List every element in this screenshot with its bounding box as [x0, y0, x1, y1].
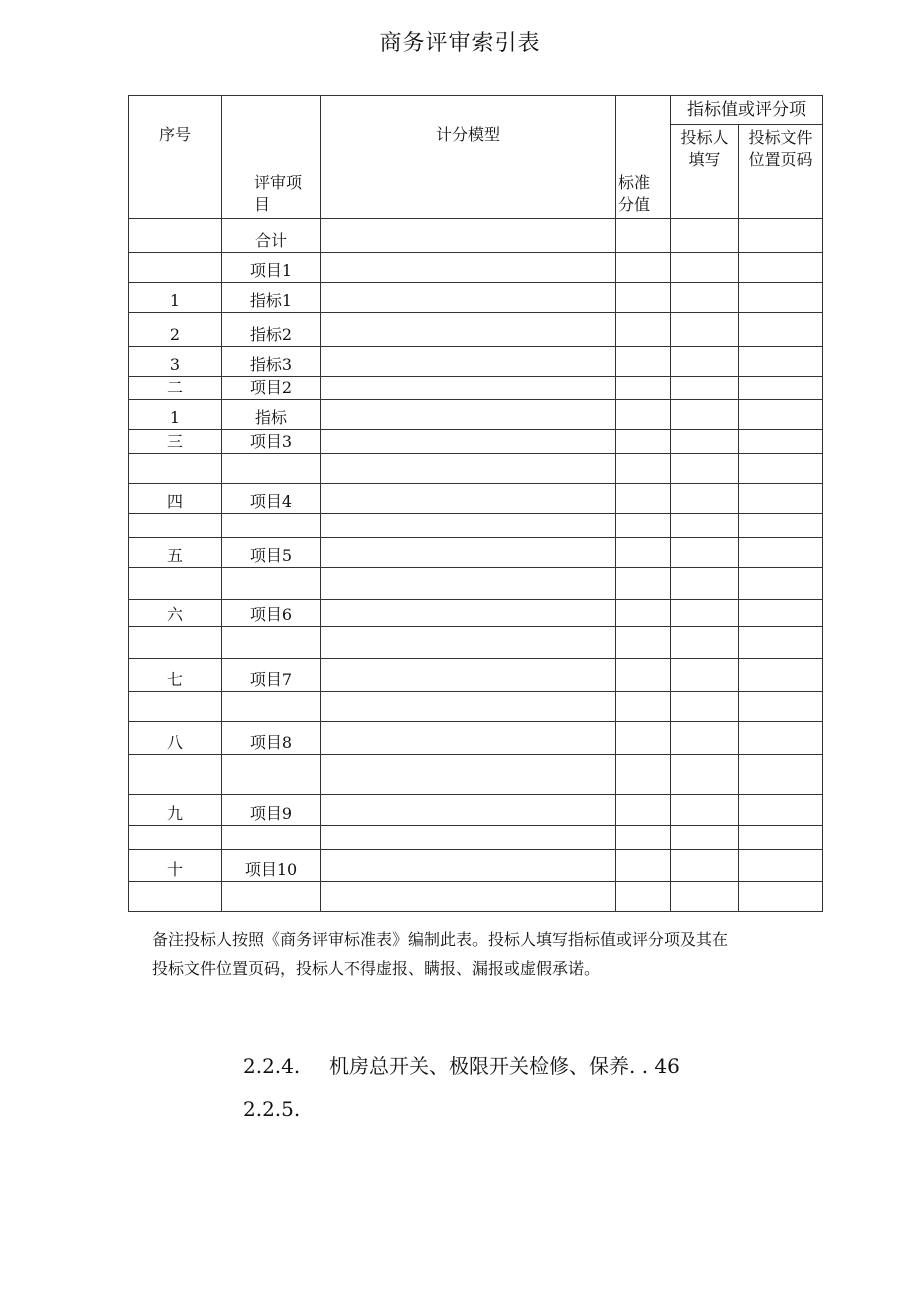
cell-seq: 2 — [129, 313, 222, 347]
cell-page-location — [739, 795, 823, 826]
cell-scoring-model — [321, 692, 616, 722]
cell-scoring-model — [321, 377, 616, 400]
cell-bidder-fill — [671, 600, 739, 627]
cell-scoring-model — [321, 627, 616, 659]
cell-review-item: 指标3 — [222, 347, 321, 377]
toc-entry-2-2-4 — [243, 1050, 680, 1079]
cell-standard-score — [616, 627, 671, 659]
cell-scoring-model — [321, 600, 616, 627]
table-row — [129, 454, 823, 484]
cell-seq — [129, 692, 222, 722]
cell-seq — [129, 219, 222, 253]
cell-page-location — [739, 430, 823, 454]
cell-bidder-fill — [671, 430, 739, 454]
cell-standard-score — [616, 514, 671, 538]
cell-standard-score — [616, 430, 671, 454]
cell-page-location — [739, 400, 823, 430]
cell-review-item: 指标2 — [222, 313, 321, 347]
cell-seq: 四 — [129, 484, 222, 514]
cell-standard-score — [616, 882, 671, 912]
cell-scoring-model — [321, 400, 616, 430]
cell-seq: 八 — [129, 722, 222, 755]
cell-review-item: 指标 — [222, 400, 321, 430]
review-index-table — [128, 95, 823, 912]
cell-review-item — [222, 627, 321, 659]
cell-review-item — [222, 692, 321, 722]
cell-seq — [129, 514, 222, 538]
cell-bidder-fill — [671, 514, 739, 538]
cell-scoring-model — [321, 514, 616, 538]
table-row — [129, 850, 823, 882]
cell-review-item — [222, 454, 321, 484]
cell-standard-score — [616, 313, 671, 347]
cell-standard-score — [616, 377, 671, 400]
cell-standard-score — [616, 283, 671, 313]
cell-seq: 3 — [129, 347, 222, 377]
cell-standard-score — [616, 400, 671, 430]
cell-scoring-model — [321, 347, 616, 377]
cell-standard-score — [616, 795, 671, 826]
table-row — [129, 692, 823, 722]
cell-scoring-model — [321, 826, 616, 850]
header-indicator-group: 指标值或评分项 — [671, 96, 823, 125]
cell-seq: 1 — [129, 283, 222, 313]
cell-review-item: 项目9 — [222, 795, 321, 826]
table-row — [129, 219, 823, 253]
cell-page-location — [739, 600, 823, 627]
cell-scoring-model — [321, 313, 616, 347]
cell-page-location — [739, 219, 823, 253]
toc-entry-text: 机房总开关、极限开关检修、保养. . 46 — [329, 1054, 680, 1078]
table-row — [129, 659, 823, 692]
cell-bidder-fill — [671, 882, 739, 912]
table-row — [129, 826, 823, 850]
header-review-item: 评审项 目 — [222, 96, 321, 219]
cell-seq — [129, 882, 222, 912]
cell-seq — [129, 454, 222, 484]
cell-scoring-model — [321, 538, 616, 568]
cell-scoring-model — [321, 454, 616, 484]
table-row — [129, 600, 823, 627]
cell-standard-score — [616, 692, 671, 722]
cell-review-item: 项目6 — [222, 600, 321, 627]
table-row — [129, 882, 823, 912]
cell-review-item — [222, 568, 321, 600]
cell-review-item — [222, 755, 321, 795]
cell-scoring-model — [321, 659, 616, 692]
table-row — [129, 313, 823, 347]
table-row — [129, 568, 823, 600]
table-row — [129, 347, 823, 377]
table-row — [129, 377, 823, 400]
cell-seq: 二 — [129, 377, 222, 400]
cell-standard-score — [616, 755, 671, 795]
cell-page-location — [739, 538, 823, 568]
cell-seq — [129, 627, 222, 659]
cell-review-item: 项目4 — [222, 484, 321, 514]
cell-bidder-fill — [671, 659, 739, 692]
cell-scoring-model — [321, 253, 616, 283]
header-page-location: 投标文件 位置页码 — [739, 125, 823, 219]
cell-review-item: 合计 — [222, 219, 321, 253]
cell-page-location — [739, 454, 823, 484]
cell-standard-score — [616, 826, 671, 850]
cell-seq — [129, 568, 222, 600]
cell-bidder-fill — [671, 377, 739, 400]
cell-seq — [129, 253, 222, 283]
header-seq: 序号 — [129, 96, 222, 219]
cell-review-item — [222, 514, 321, 538]
cell-scoring-model — [321, 430, 616, 454]
cell-review-item: 项目1 — [222, 253, 321, 283]
cell-review-item: 项目7 — [222, 659, 321, 692]
cell-scoring-model — [321, 219, 616, 253]
cell-page-location — [739, 283, 823, 313]
cell-bidder-fill — [671, 692, 739, 722]
cell-bidder-fill — [671, 826, 739, 850]
remarks-line-1: 备注投标人按照《商务评审标准表》编制此表。投标人填写指标值或评分项及其在 — [152, 930, 729, 949]
cell-review-item: 项目8 — [222, 722, 321, 755]
cell-scoring-model — [321, 850, 616, 882]
cell-bidder-fill — [671, 568, 739, 600]
cell-bidder-fill — [671, 755, 739, 795]
toc-entry-number: 2.2.4. — [243, 1054, 301, 1078]
cell-standard-score — [616, 219, 671, 253]
cell-page-location — [739, 826, 823, 850]
page-title: 商务评审索引表 — [379, 31, 541, 56]
table-row — [129, 283, 823, 313]
cell-seq: 十 — [129, 850, 222, 882]
header-bidder-fill: 投标人 填写 — [671, 125, 739, 219]
cell-seq: 五 — [129, 538, 222, 568]
cell-standard-score — [616, 347, 671, 377]
cell-scoring-model — [321, 755, 616, 795]
table-row — [129, 795, 823, 826]
cell-seq: 1 — [129, 400, 222, 430]
cell-seq: 七 — [129, 659, 222, 692]
table-row — [129, 253, 823, 283]
cell-review-item: 项目5 — [222, 538, 321, 568]
cell-bidder-fill — [671, 283, 739, 313]
table-row — [129, 484, 823, 514]
cell-bidder-fill — [671, 850, 739, 882]
cell-page-location — [739, 514, 823, 538]
cell-standard-score — [616, 722, 671, 755]
cell-standard-score — [616, 850, 671, 882]
cell-bidder-fill — [671, 454, 739, 484]
cell-standard-score — [616, 659, 671, 692]
cell-review-item: 项目2 — [222, 377, 321, 400]
table-row — [129, 514, 823, 538]
cell-seq — [129, 755, 222, 795]
cell-page-location — [739, 692, 823, 722]
cell-seq: 六 — [129, 600, 222, 627]
cell-bidder-fill — [671, 313, 739, 347]
cell-review-item: 项目10 — [222, 850, 321, 882]
remarks-line-2: 投标文件位置页码，投标人不得虚报、瞒报、漏报或虚假承诺。 — [152, 959, 601, 978]
cell-seq — [129, 826, 222, 850]
cell-review-item — [222, 882, 321, 912]
cell-page-location — [739, 347, 823, 377]
cell-page-location — [739, 850, 823, 882]
cell-seq: 三 — [129, 430, 222, 454]
cell-bidder-fill — [671, 400, 739, 430]
remarks-note — [152, 925, 842, 983]
cell-page-location — [739, 659, 823, 692]
cell-page-location — [739, 627, 823, 659]
cell-standard-score — [616, 600, 671, 627]
cell-standard-score — [616, 253, 671, 283]
cell-review-item: 指标1 — [222, 283, 321, 313]
header-standard-score: 标准 分值 — [616, 96, 671, 219]
table-row — [129, 755, 823, 795]
cell-page-location — [739, 722, 823, 755]
cell-bidder-fill — [671, 347, 739, 377]
cell-standard-score — [616, 568, 671, 600]
cell-scoring-model — [321, 722, 616, 755]
cell-review-item: 项目3 — [222, 430, 321, 454]
table-row — [129, 722, 823, 755]
cell-bidder-fill — [671, 253, 739, 283]
cell-bidder-fill — [671, 722, 739, 755]
cell-standard-score — [616, 454, 671, 484]
header-scoring-model: 计分模型 — [321, 96, 616, 219]
cell-standard-score — [616, 484, 671, 514]
cell-scoring-model — [321, 882, 616, 912]
cell-page-location — [739, 882, 823, 912]
table-row — [129, 400, 823, 430]
cell-page-location — [739, 568, 823, 600]
cell-bidder-fill — [671, 484, 739, 514]
cell-scoring-model — [321, 795, 616, 826]
cell-scoring-model — [321, 568, 616, 600]
table-row — [129, 627, 823, 659]
cell-page-location — [739, 253, 823, 283]
cell-bidder-fill — [671, 219, 739, 253]
cell-page-location — [739, 313, 823, 347]
cell-scoring-model — [321, 484, 616, 514]
cell-bidder-fill — [671, 627, 739, 659]
cell-page-location — [739, 377, 823, 400]
cell-page-location — [739, 484, 823, 514]
cell-scoring-model — [321, 283, 616, 313]
cell-review-item — [222, 826, 321, 850]
toc-entry-2-2-5 — [243, 1097, 300, 1121]
toc-entry-number: 2.2.5. — [243, 1097, 301, 1121]
cell-seq: 九 — [129, 795, 222, 826]
cell-bidder-fill — [671, 538, 739, 568]
table-row — [129, 538, 823, 568]
cell-page-location — [739, 755, 823, 795]
cell-standard-score — [616, 538, 671, 568]
cell-bidder-fill — [671, 795, 739, 826]
table-row — [129, 430, 823, 454]
